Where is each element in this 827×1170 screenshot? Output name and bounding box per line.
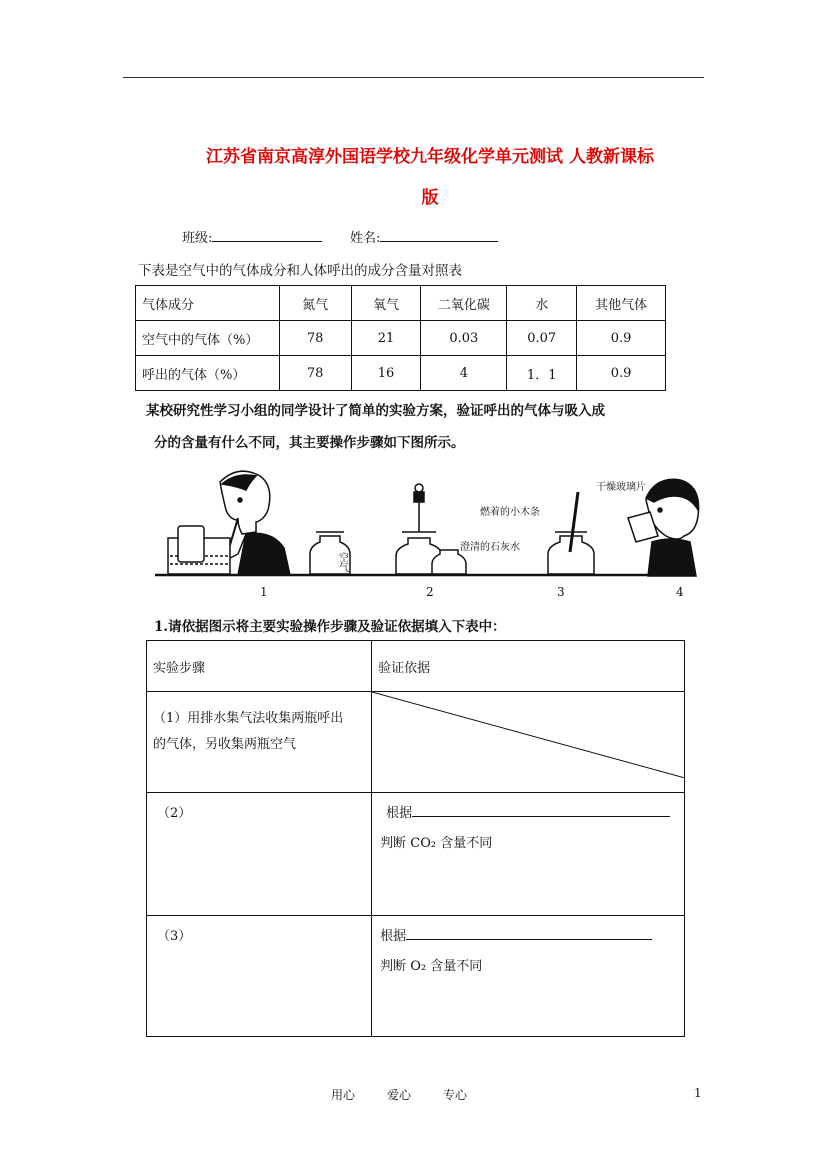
footer-item: 用心 xyxy=(331,1088,356,1102)
basis2-line xyxy=(386,801,684,827)
basis3-line xyxy=(380,924,684,950)
step1-text-line1: （1）用排水集气法收集两瓶呼出 xyxy=(153,711,344,726)
step3-text: （3） xyxy=(157,929,192,944)
basis3-blank[interactable] xyxy=(406,925,652,940)
basis-cell xyxy=(372,793,685,916)
gas-composition-table xyxy=(135,285,666,391)
table-intro: 下表是空气中的气体成分和人体呼出的成分含量对照表 xyxy=(138,263,462,279)
question-1: 1.请依据图示将主要实验操作步骤及验证依据填入下表中： xyxy=(154,619,506,635)
header-cell: 氧气 xyxy=(351,286,421,321)
step-cell xyxy=(147,916,372,1037)
header-cell: 二氧化碳 xyxy=(421,286,507,321)
basis2-suffix: 判断 CO₂ 含量不同 xyxy=(380,836,493,851)
experiment-illustration xyxy=(150,460,700,602)
table-cell: 0.03 xyxy=(421,321,507,356)
label-air: 空气 xyxy=(336,552,348,572)
class-label: 班级: xyxy=(182,231,213,246)
table-row xyxy=(147,692,685,793)
label-dry-glass: 干燥玻璃片 xyxy=(596,482,646,493)
header-cell: 气体成分 xyxy=(136,286,280,321)
label-burning-stick: 燃着的小木条 xyxy=(480,507,540,518)
step-number: 1 xyxy=(260,585,268,599)
table-cell: 78 xyxy=(279,356,351,391)
table-cell: 0.9 xyxy=(577,321,666,356)
header-cell: 氮气 xyxy=(279,286,351,321)
basis-cell-crossed xyxy=(372,692,685,793)
footer-item: 专心 xyxy=(443,1088,468,1102)
table-cell: 21 xyxy=(351,321,421,356)
step1-text-line2: 的气体，另收集两瓶空气 xyxy=(153,737,297,752)
footer-item: 爱心 xyxy=(387,1088,412,1102)
document-title-line1: 江苏省南京高淳外国语学校九年级化学单元测试 人教新课标 xyxy=(206,147,654,167)
header-rule xyxy=(123,77,704,78)
table-cell: 16 xyxy=(351,356,421,391)
page-number: 1 xyxy=(694,1086,702,1100)
experiment-steps-table xyxy=(146,640,685,1037)
table-cell: 78 xyxy=(279,321,351,356)
basis2-blank[interactable] xyxy=(412,802,670,817)
header-cell: 其他气体 xyxy=(577,286,666,321)
table-row xyxy=(136,321,666,356)
table-row xyxy=(147,916,685,1037)
diagonal-line xyxy=(372,692,685,778)
label-limewater: 澄清的石灰水 xyxy=(460,542,520,553)
basis3-prefix: 根据 xyxy=(380,929,407,944)
table-header-row xyxy=(136,286,666,321)
name-field xyxy=(350,227,498,246)
basis2-prefix: 根据 xyxy=(386,806,413,821)
table-cell: 1．1 xyxy=(507,356,577,391)
header-cell-step: 实验步骤 xyxy=(147,641,372,692)
class-blank[interactable] xyxy=(212,227,322,242)
step2-text: （2） xyxy=(157,806,192,821)
table-cell: 空气中的气体（%） xyxy=(136,321,280,356)
table-cell: 0.9 xyxy=(577,356,666,391)
header-cell-basis: 验证依据 xyxy=(372,641,685,692)
name-label: 姓名: xyxy=(350,231,381,246)
table-row xyxy=(136,356,666,391)
step-cell xyxy=(147,692,372,793)
step-cell xyxy=(147,793,372,916)
experiment-intro-line1: 某校研究性学习小组的同学设计了简单的实验方案，验证呼出的气体与吸入成 xyxy=(146,403,605,419)
basis3-suffix: 判断 O₂ 含量不同 xyxy=(380,959,483,974)
step-number: 4 xyxy=(676,585,684,599)
basis-cell xyxy=(372,916,685,1037)
step4-person-icon xyxy=(628,479,699,576)
step-number: 3 xyxy=(557,585,565,599)
table-cell: 4 xyxy=(421,356,507,391)
name-blank[interactable] xyxy=(380,227,498,242)
step-number: 2 xyxy=(426,585,434,599)
document-title-line2: 版 xyxy=(421,188,439,208)
experiment-intro-line2: 分的含量有什么不同，其主要操作步骤如下图所示。 xyxy=(154,435,465,451)
table-cell: 呼出的气体（%） xyxy=(136,356,280,391)
table-header-row xyxy=(147,641,685,692)
table-row xyxy=(147,793,685,916)
step1-trough-icon xyxy=(168,526,230,574)
class-field xyxy=(182,227,322,246)
table-cell: 0.07 xyxy=(507,321,577,356)
header-cell: 水 xyxy=(507,286,577,321)
